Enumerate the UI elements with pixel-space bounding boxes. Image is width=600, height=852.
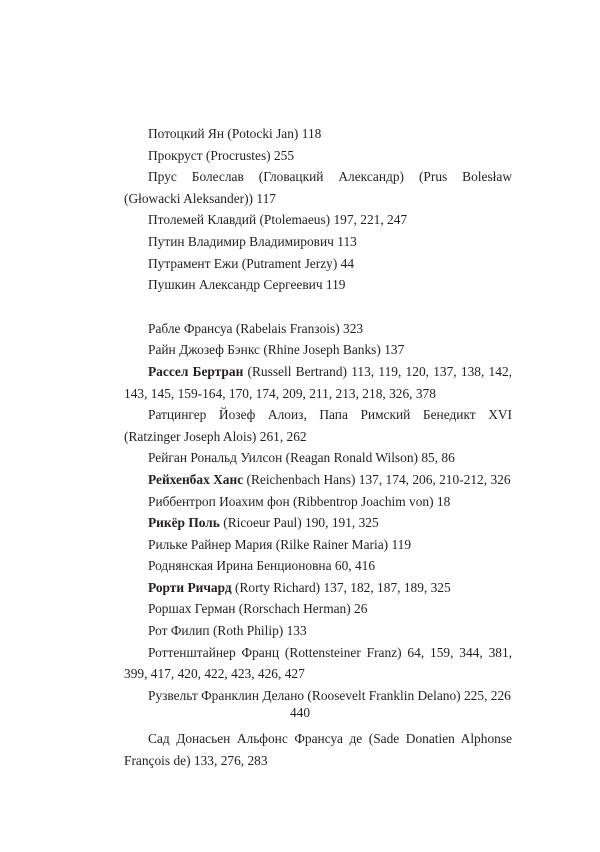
name-index bbox=[124, 123, 512, 772]
entry-name: Риббентроп Иоахим фон bbox=[148, 493, 290, 509]
index-entry bbox=[124, 728, 512, 771]
letter-group-gap bbox=[124, 296, 512, 318]
index-entry bbox=[124, 145, 512, 167]
entry-references: (Rilke Rainer Maria) 119 bbox=[272, 536, 412, 552]
entry-name: Путрамент Ежи bbox=[148, 255, 239, 271]
index-entry bbox=[124, 555, 512, 577]
index-entry bbox=[124, 209, 512, 231]
entry-references: (Roth Philip) 133 bbox=[209, 623, 307, 639]
index-entry bbox=[124, 577, 512, 599]
index-entry bbox=[124, 253, 512, 275]
entry-references: (Putrament Jerzy) 44 bbox=[238, 255, 355, 271]
entry-references: 113 bbox=[333, 233, 357, 249]
entry-name: Потоцкий Ян bbox=[148, 126, 225, 141]
entry-references: (Rabelais Franзois) 323 bbox=[232, 320, 364, 336]
index-entry bbox=[124, 318, 512, 340]
entry-name: Пушкин Александр Сергеевич bbox=[148, 277, 323, 293]
entry-name: Прус Болеслав bbox=[148, 169, 244, 185]
entry-references: (Roosevelt Franklin Delano) 225, 226 bbox=[304, 687, 511, 703]
entry-name: Рорти Ричард bbox=[148, 579, 232, 595]
index-entry bbox=[124, 491, 512, 513]
index-entry bbox=[124, 620, 512, 642]
index-entry bbox=[124, 598, 512, 620]
entry-references: (Procrustes) 255 bbox=[202, 147, 295, 163]
index-entry bbox=[124, 123, 512, 145]
entry-references: (Гловацкий Александр) (Prus Bolesław (Głowacki Aleksander)) 117 bbox=[124, 169, 512, 206]
entry-name: Рот Филип bbox=[148, 623, 210, 639]
entry-references: , Папа Римский Бенедикт XVI (Ratzinger Joseph Alois) 261, 262 bbox=[124, 407, 512, 444]
entry-name: Прокруст bbox=[148, 147, 203, 163]
index-entry bbox=[124, 339, 512, 361]
entry-name: Рассел Бертран bbox=[148, 363, 244, 379]
entry-references: 60, 416 bbox=[331, 558, 376, 574]
index-entry bbox=[124, 231, 512, 253]
entry-name: Птолемей Клавдий bbox=[148, 212, 257, 228]
entry-references: (Rhine Joseph Banks) 137 bbox=[259, 342, 405, 358]
entry-references: (Rorty Richard) 137, 182, 187, 189, 325 bbox=[231, 579, 451, 595]
entry-references: (Rottensteiner Franz) 64, 159, 344, 381, 399, 417, 420, 422, 423, 426, 427 bbox=[124, 644, 512, 682]
entry-name: Рабле Франсуа bbox=[148, 320, 233, 336]
index-entry bbox=[124, 274, 512, 296]
entry-references: (Potocki Jan) 118 bbox=[224, 126, 322, 141]
entry-references: (Ribbentrop Joachim von) 18 bbox=[289, 493, 451, 509]
entry-name: Роршах Герман bbox=[148, 601, 236, 617]
index-entry bbox=[124, 361, 512, 404]
index-entry bbox=[124, 512, 512, 534]
entry-references: (Ptolemaeus) 197, 221, 247 bbox=[256, 212, 408, 228]
entry-references: (Rorschach Herman) 26 bbox=[235, 601, 368, 617]
entry-references: 119 bbox=[322, 277, 346, 293]
entry-name: Путин Владимир Владимирович bbox=[148, 233, 334, 249]
index-entry bbox=[124, 642, 512, 685]
index-entry bbox=[124, 534, 512, 556]
index-entry bbox=[124, 166, 512, 209]
index-entry bbox=[124, 447, 512, 469]
entry-name: Сад Донасьен Альфонс Франсуа де bbox=[148, 731, 363, 747]
entry-references: (Reichenbach Hans) 137, 174, 206, 210-212, 326 bbox=[243, 471, 511, 487]
entry-references: (Ricoeur Paul) 190, 191, 325 bbox=[219, 515, 379, 531]
entry-name: Роттенштайнер Франц bbox=[148, 644, 280, 660]
entry-name: Рейган Рональд Уилсон bbox=[148, 450, 283, 466]
entry-name: Рильке Райнер Мария bbox=[148, 536, 273, 552]
index-entry bbox=[124, 469, 512, 491]
entry-references: (Sade Donatien Alphonse François de) 133, 276, 283 bbox=[124, 731, 512, 769]
entry-references: (Russell Bertrand) 113, 119, 120, 137, 138, 142, 143, 145, 159-164, 170, 174, 209, 211, 213, 218, 326, 378 bbox=[124, 363, 512, 401]
entry-name: Рикёр Поль bbox=[148, 515, 220, 531]
entry-name: Ратцингер Йозеф Алоиз bbox=[148, 407, 304, 423]
entry-name: Роднянская Ирина Бенционовна bbox=[148, 558, 332, 574]
entry-name: Рузвельт Франклин Делано bbox=[148, 687, 305, 703]
index-entry bbox=[124, 404, 512, 447]
entry-name: Рейхенбах Ханс bbox=[148, 471, 244, 487]
page-number: 440 bbox=[289, 705, 311, 720]
entry-name: Райн Джозеф Бэнкс bbox=[148, 342, 260, 358]
entry-references: (Reagan Ronald Wilson) 85, 86 bbox=[282, 450, 455, 466]
